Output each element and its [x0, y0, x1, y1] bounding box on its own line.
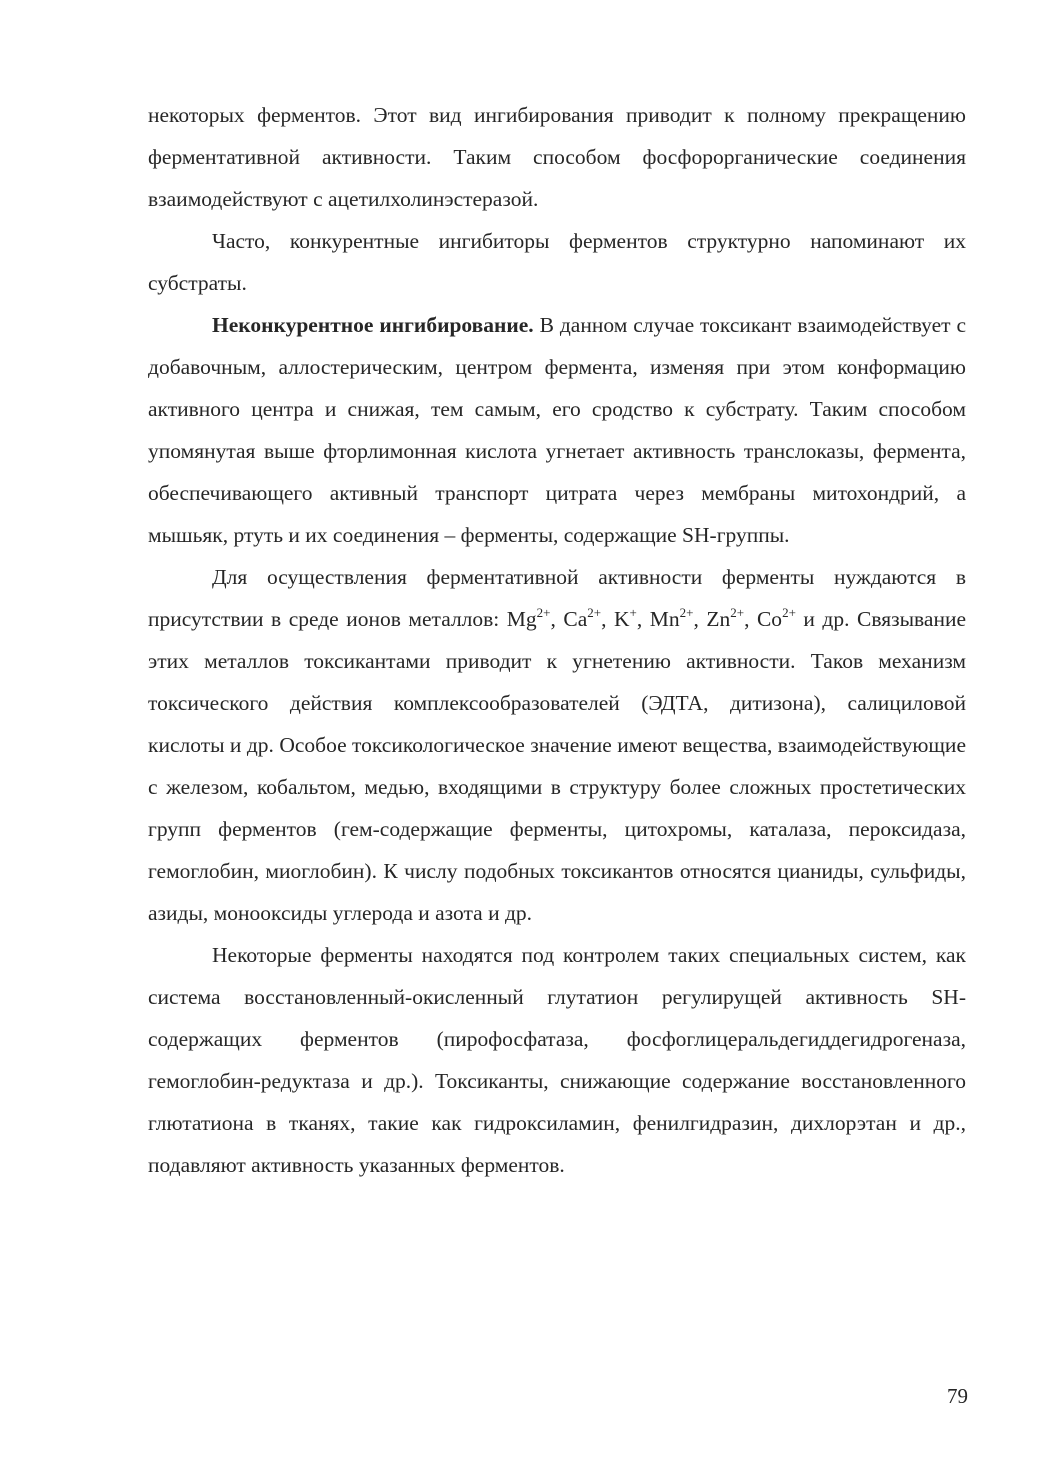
section-heading: Неконкурентное ингибирование.	[212, 313, 534, 337]
paragraph-3-text: В данном случае токсикант взаимодействует с добавочным, аллостерическим, центром фермента, изменяя при этом конформацию активного центра и снижая, тем самым, его сродство к субстрату. Таким способом упомянутая выше фторлимонная кислота угнетает активность транслоказы, фермента, обеспечивающего активный транспорт цитрата через мембраны митохондрий, а мышьяк, ртуть и их соединения – ферменты, содержащие SH-группы.	[148, 313, 966, 547]
paragraph-3	[148, 304, 966, 556]
ion-charge-co: 2+	[782, 604, 796, 620]
ion-charge-zn: 2+	[730, 604, 745, 620]
paragraph-4-text-3: , K	[601, 607, 630, 631]
paragraph-4-text-2: , Ca	[550, 607, 588, 631]
ion-charge-mg: 2+	[536, 604, 551, 620]
paragraph-5: Некоторые ферменты находятся под контролем таких специальных систем, как система восстановленный-окисленный глутатион регулирущей активность SH-содержащих ферментов (пирофосфатаза, фосфоглицеральдегиддегидрогеназа, гемоглобин-редуктаза и др.). Токсиканты, снижающие содержание восстановленного глютатиона в тканях, такие как гидроксиламин, фенилгидразин, дихлорэтан и др., подавляют активность указанных ферментов.	[148, 943, 966, 1177]
paragraph-4-text-7: и др. Связывание этих металлов токсикантами приводит к угнетению активности. Таков механизм токсического действия комплексообразователей (ЭДТА, дитизона), салициловой кислоты и др. Особое токсикологическое значение имеют вещества, взаимодействующие с железом, кобальтом, медью, входящими в структуру более сложных простетических групп ферментов (гем-содержащие ферменты, цитохромы, каталаза, пероксидаза, гемоглобин, миоглобин). К числу подобных токсикантов относятся цианиды, сульфиды, азиды, монооксиды углерода и азота и др.	[148, 607, 966, 925]
page-number: 79	[947, 1384, 968, 1408]
ion-charge-k: +	[629, 604, 637, 620]
paragraph-4-text-6: , Co	[744, 607, 783, 631]
paragraph-4	[148, 556, 966, 934]
paragraph-1: некоторых ферментов. Этот вид ингибирования приводит к полному прекращению ферментативной активности. Таким способом фосфорорганические соединения взаимодействуют с ацетилхолинэстеразой.	[148, 103, 966, 211]
paragraph-4-text-4: , Mn	[636, 607, 680, 631]
ion-charge-mn: 2+	[679, 604, 694, 620]
paragraph-4-text-1: Для осуществления ферментативной активности ферменты нуждаются в присутствии в среде ионов металлов: Mg	[148, 565, 966, 631]
body-text	[148, 94, 966, 1186]
paragraph-2: Часто, конкурентные ингибиторы ферментов структурно напоминают их субстраты.	[148, 229, 966, 295]
ion-charge-ca: 2+	[587, 604, 602, 620]
paragraph-4-text-5: , Zn	[693, 607, 731, 631]
